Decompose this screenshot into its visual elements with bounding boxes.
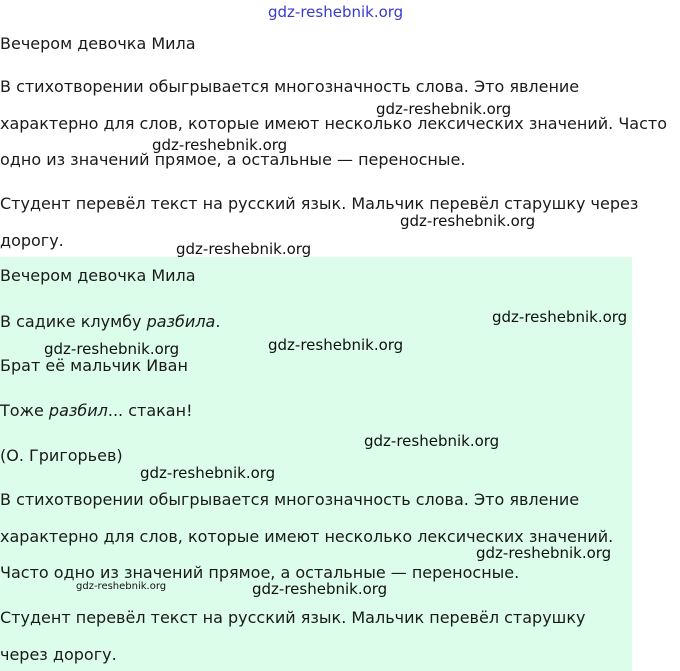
poem-line-2-italic-word: разбила xyxy=(146,312,216,331)
explanation-line-3: одно из значений прямое, а остальные — переносные. xyxy=(0,150,466,169)
watermark: gdz-reshebnik.org xyxy=(44,340,180,358)
explanation-line-2: характерно для слов, которые имеют несколько лексических значений. Часто xyxy=(0,114,668,133)
answer-poem-title: Вечером девочка Мила xyxy=(0,266,196,285)
watermark: gdz-reshebnik.org xyxy=(140,464,276,482)
answer-poem-line-3: Брат её мальчик Иван xyxy=(0,356,188,375)
watermark-top: gdz-reshebnik.org xyxy=(268,3,404,21)
watermark-small: gdz-reshebnik.org xyxy=(76,581,167,592)
watermark: gdz-reshebnik.org xyxy=(152,136,288,154)
watermark: gdz-reshebnik.org xyxy=(252,580,388,598)
watermark: gdz-reshebnik.org xyxy=(400,212,536,230)
poem-line-4-end: ... стакан! xyxy=(107,401,193,420)
poem-line-4-start: Тоже xyxy=(0,401,49,420)
poem-line-2-end: . xyxy=(215,312,221,331)
poem-line-2-start: В садике клумбу xyxy=(0,312,147,331)
watermark: gdz-reshebnik.org xyxy=(176,240,312,258)
watermark: gdz-reshebnik.org xyxy=(376,100,512,118)
poem-line-4-italic-word: разбил xyxy=(48,401,108,420)
watermark: gdz-reshebnik.org xyxy=(268,336,404,354)
answer-poem-line-2 xyxy=(0,312,220,332)
answer-example-line-2: через дорогу. xyxy=(0,645,117,664)
answer-explanation-line-2: характерно для слов, которые имеют несколько лексических значений. xyxy=(0,527,614,546)
watermark: gdz-reshebnik.org xyxy=(476,544,612,562)
answer-poem-line-4 xyxy=(0,401,192,421)
explanation-line-1: В стихотворении обыгрывается многозначность слова. Это явление xyxy=(0,77,580,96)
poem-author: (О. Григорьев) xyxy=(0,446,123,465)
answer-explanation-line-3: Часто одно из значений прямое, а остальные — переносные. xyxy=(0,563,520,582)
answer-explanation-line-1: В стихотворении обыгрывается многозначность слова. Это явление xyxy=(0,490,580,509)
example-line-1: Студент перевёл текст на русский язык. Мальчик перевёл старушку через xyxy=(0,194,639,213)
example-line-2: дорогу. xyxy=(0,231,64,250)
poem-title: Вечером девочка Мила xyxy=(0,34,196,53)
watermark: gdz-reshebnik.org xyxy=(492,308,628,326)
watermark: gdz-reshebnik.org xyxy=(364,432,500,450)
answer-example-line-1: Студент перевёл текст на русский язык. Мальчик перевёл старушку xyxy=(0,608,586,627)
